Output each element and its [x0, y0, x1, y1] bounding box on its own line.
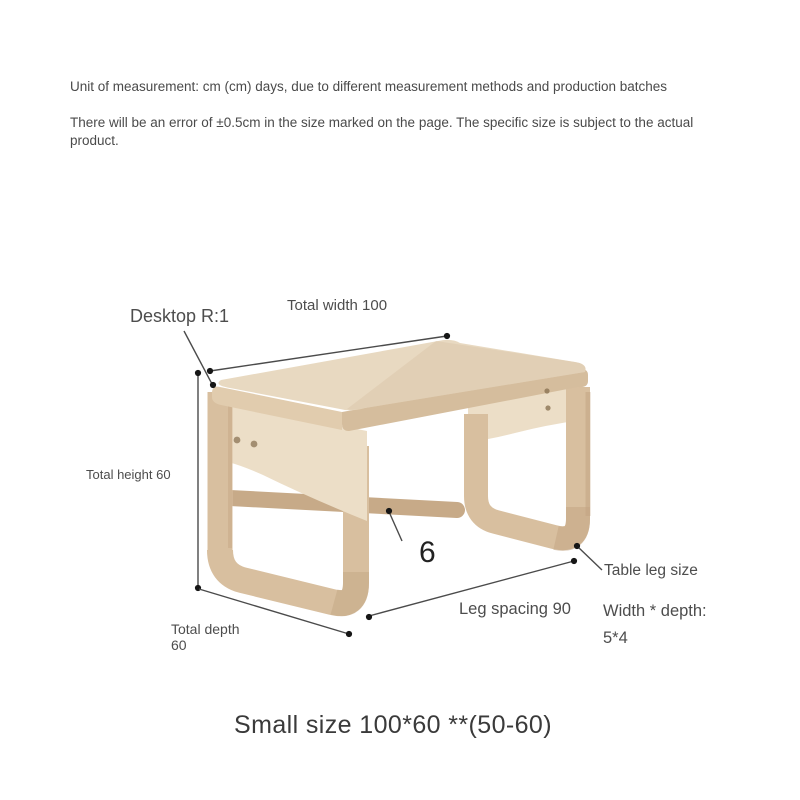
- leg-width-depth-label-line2: 5*4: [603, 629, 628, 647]
- leg-width-depth-label-line1: Width * depth:: [603, 602, 707, 620]
- size-summary-title: Small size 100*60 **(50-60): [234, 711, 552, 739]
- total-depth-label-line2: 60: [171, 637, 187, 654]
- table-leg-size-label: Table leg size: [604, 562, 698, 579]
- stretcher-size-label: 6: [419, 536, 436, 569]
- desktop-radius-leader: [184, 331, 216, 388]
- table-leg-size-leader: [574, 543, 602, 570]
- total-depth-label: [171, 621, 240, 653]
- leg-spacing-label: Leg spacing 90: [459, 600, 571, 618]
- left-foot-shade: [334, 572, 356, 603]
- total-width-label: Total width 100: [287, 297, 388, 314]
- desktop-radius-label: Desktop R:1: [130, 306, 230, 326]
- note-line-2: There will be an error of ±0.5cm in the size marked on the page. The specific size is subject to the actual product.: [70, 114, 694, 149]
- right-foot-shade: [556, 507, 578, 539]
- total-depth-label-line1: Total depth: [171, 621, 240, 637]
- note-line-1: Unit of measurement: cm (cm) days, due to different measurement methods and production batches: [70, 79, 668, 94]
- desk-drawing: [212, 340, 588, 603]
- total-height-dimension: [195, 370, 201, 591]
- total-height-label: Total height 60: [86, 467, 171, 482]
